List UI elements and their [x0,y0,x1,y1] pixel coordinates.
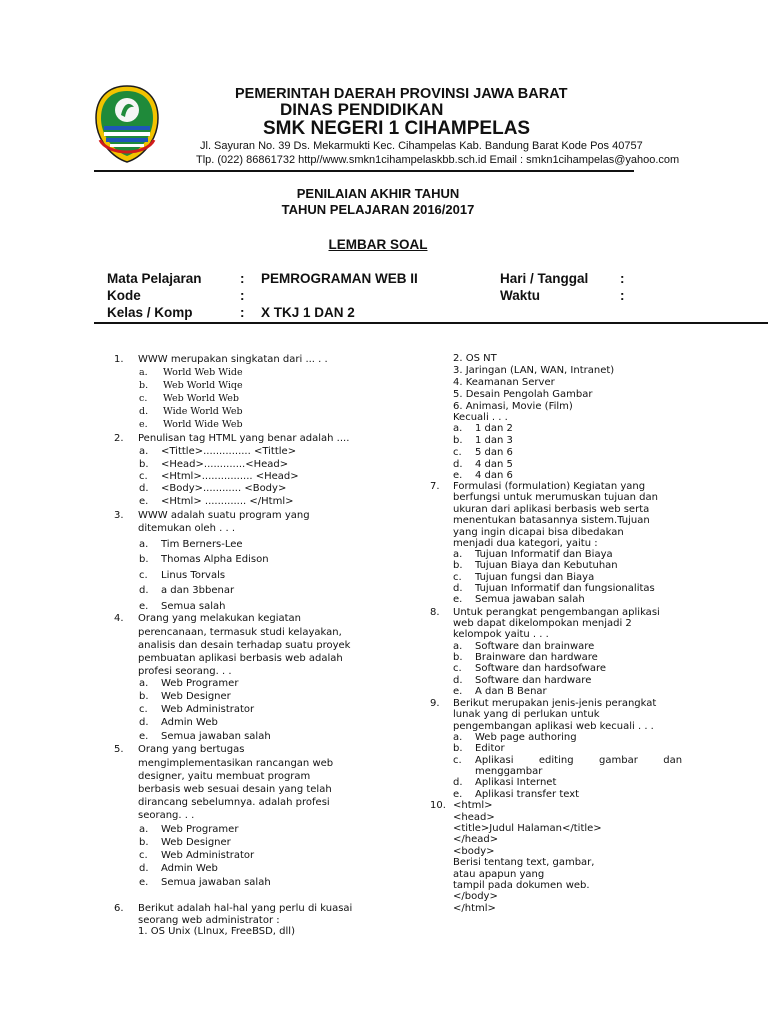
question-text-cont: menentukan batasannya sistem.Tujuan [453,515,650,526]
question-text-cont: ukuran dari aplikasi berbasis web serta [453,504,650,515]
question-text-cont: dirancang sebelumnya. adalah profesi [138,797,330,808]
question-text-cont: ditemukan oleh . . . [138,523,235,534]
department-name: DINAS PENDIDIKAN [280,100,444,119]
question-text: WWW adalah suatu program yang [138,510,310,521]
question-text: Untuk perangkat pengembangan aplikasi [453,607,660,618]
question-text-cont: seorang. . . [138,810,195,821]
code-colon: : [240,288,245,303]
school-address: Jl. Sayuran No. 39 Ds. Mekarmukti Kec. Cihampelas Kab. Bandung Barat Kode Pos 40757 [200,140,643,152]
question-text: Berikut merupakan jenis-jenis perangkat [453,698,657,709]
time-colon: : [620,288,625,303]
subject-label: Mata Pelajaran [107,271,202,286]
q6-list-item: 3. Jaringan (LAN, WAN, Intranet) [453,365,615,376]
question-text-cont: profesi seorang. . . [138,666,232,677]
question-text-cont: pengembangan aplikasi web kecuali . . . [453,721,654,732]
code-line: <body> [453,846,495,857]
q6-list-item: 5. Desain Pengolah Gambar [453,389,593,400]
code-line: Berisi tentang text, gambar, [453,857,595,868]
question-text-cont: yang ingin dicapai bisa dibedakan [453,527,624,538]
class-value: X TKJ 1 DAN 2 [261,305,355,320]
code-line: tampil pada dokumen web. [453,880,590,891]
academic-year: TAHUN PELAJARAN 2016/2017 [281,202,475,217]
question-text-cont: mengimplementasikan rancangan web [138,758,334,769]
q6-list-item: 4. Keamanan Server [453,377,555,388]
question-text: Penulisan tag HTML yang benar adalah .... [138,433,350,444]
question-text: Formulasi (formulation) Kegiatan yang [453,481,646,492]
class-colon: : [240,305,245,320]
code-label: Kode [107,288,141,303]
question-text-cont: kelompok yaitu . . . [453,629,549,640]
subject-value: PEMROGRAMAN WEB II [261,271,418,286]
question-text-cont: lunak yang di perlukan untuk [453,709,600,720]
code-line: <head> [453,812,495,823]
exam-title: PENILAIAN AKHIR TAHUN [296,186,460,201]
question-text-cont: menjadi dua kategori, yaitu : [453,538,598,549]
code-line: <title>Judul Halaman</title> [453,823,602,834]
question-number: 1. [114,354,124,365]
q6-list-item: Kecuali . . . [453,412,508,423]
code-line: </body> [453,891,498,902]
question-text-cont: 1. OS Unix (Llnux, FreeBSD, dll) [138,926,295,937]
provincial-emblem-logo [94,84,160,164]
question-text-cont: seorang web administrator : [138,915,280,926]
info-divider [94,322,768,324]
date-colon: : [620,271,625,286]
time-label: Waktu [500,288,540,303]
q6-list-item: 6. Animasi, Movie (Film) [453,401,573,412]
school-contact: Tlp. (022) 86861732 http//www.smkn1cihampelaskbb.sch.id Email : smkn1cihampelas@yahoo.com [196,154,680,166]
sheet-title: LEMBAR SOAL [328,237,428,252]
question-text: Orang yang melakukan kegiatan [138,613,301,624]
subject-colon: : [240,271,245,286]
question-text-cont: designer, yaitu membuat program [138,771,311,782]
date-label: Hari / Tanggal [500,271,589,286]
header-divider [94,170,634,172]
code-line: </head> [453,834,499,845]
question-text-cont: perencanaan, termasuk studi kelayakan, [138,627,342,638]
code-line: <html> [453,800,493,811]
q6-list-item: 2. OS NT [453,353,497,364]
question-text-cont: berfungsi untuk merumuskan tujuan dan [453,492,658,503]
question-text-cont: web dapat dikelompokan menjadi 2 [453,618,632,629]
school-name: SMK NEGERI 1 CIHAMPELAS [263,118,531,139]
class-label: Kelas / Komp [107,305,193,320]
question-text-cont: berbasis web sesuai desain yang telah [138,784,332,795]
question-text: WWW merupakan singkatan dari ... . . [138,354,328,365]
government-name: PEMERINTAH DAERAH PROVINSI JAWA BARAT [235,86,568,102]
code-line: </html> [453,903,496,914]
code-line: atau apapun yang [453,869,545,880]
question-text-cont: pembuatan aplikasi berbasis web adalah [138,653,343,664]
question-text-cont: analisis dan desain terhadap suatu proyek [138,640,351,651]
question-text: Orang yang bertugas [138,744,245,755]
question-text: Berikut adalah hal-hal yang perlu di kuasai [138,903,353,914]
